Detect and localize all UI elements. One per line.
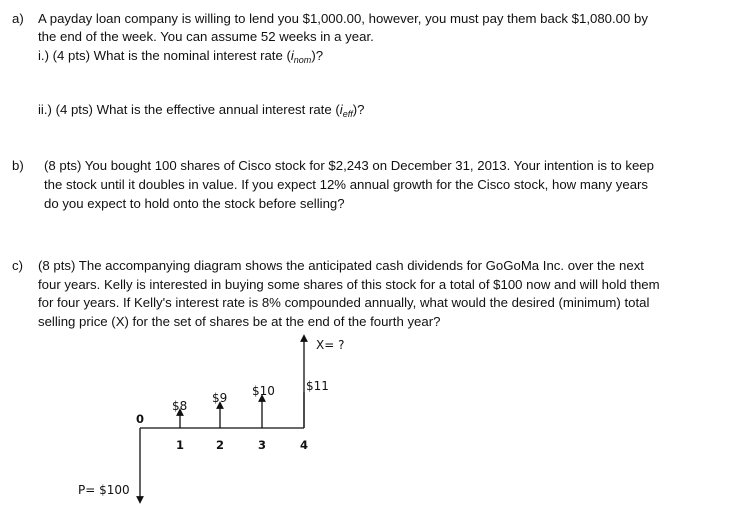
part-b-line-3: do you expect to hold onto the stock before selling?: [44, 196, 345, 211]
part-c-label: c): [12, 258, 23, 273]
part-a-label: a): [12, 11, 24, 26]
part-b-line-2: the stock until it doubles in value. If you expect 12% annual growth for the Cisco stock, how many years: [44, 177, 649, 192]
dividend-label-1: $8: [172, 399, 188, 413]
period-label-3: 3: [258, 438, 267, 452]
part-c-line-3: for four years. If Kelly's interest rate is 8% compounded annually, what would the desired (minimum) total: [38, 295, 650, 310]
dividend-label-3: $10: [252, 384, 275, 398]
future-value-label: X= ?: [316, 338, 345, 352]
part-b-label: b): [12, 158, 24, 173]
present-value-label: P= $100: [78, 483, 130, 497]
q2-var: i: [339, 102, 343, 117]
q2-sub: eff: [342, 109, 353, 119]
part-c-line-4: selling price (X) for the set of shares be at the end of the fourth year?: [38, 314, 441, 329]
period-label-0: 0: [136, 412, 145, 426]
q1-suffix: )?: [311, 48, 324, 63]
q2-suffix: )?: [352, 102, 365, 117]
q1-text: i.) (4 pts) What is the nominal interest rate (: [38, 48, 291, 63]
part-c-line-2: four years. Kelly is interested in buying some shares of this stock for a total of $100 now and will hold them: [38, 277, 660, 292]
dividend-label-4: $11: [306, 379, 329, 393]
dividend-label-2: $9: [212, 391, 228, 405]
q1-sub: nom: [293, 55, 312, 65]
period-label-4: 4: [300, 438, 309, 452]
period-label-2: 2: [216, 438, 225, 452]
period-label-1: 1: [176, 438, 185, 452]
part-c-line-1: (8 pts) The accompanying diagram shows the anticipated cash dividends for GoGoMa Inc. over the next: [38, 258, 644, 273]
part-a-line-1: A payday loan company is willing to lend you $1,000.00, however, you must pay them back $1,080.00 by: [38, 11, 648, 26]
q1-var: i: [290, 48, 294, 63]
q2-text: ii.) (4 pts) What is the effective annual interest rate (: [38, 102, 340, 117]
part-a-line-2: the end of the week. You can assume 52 weeks in a year.: [38, 29, 374, 44]
part-b-line-1: (8 pts) You bought 100 shares of Cisco stock for $2,243 on December 31, 2013. Your intention is to keep: [44, 158, 654, 173]
